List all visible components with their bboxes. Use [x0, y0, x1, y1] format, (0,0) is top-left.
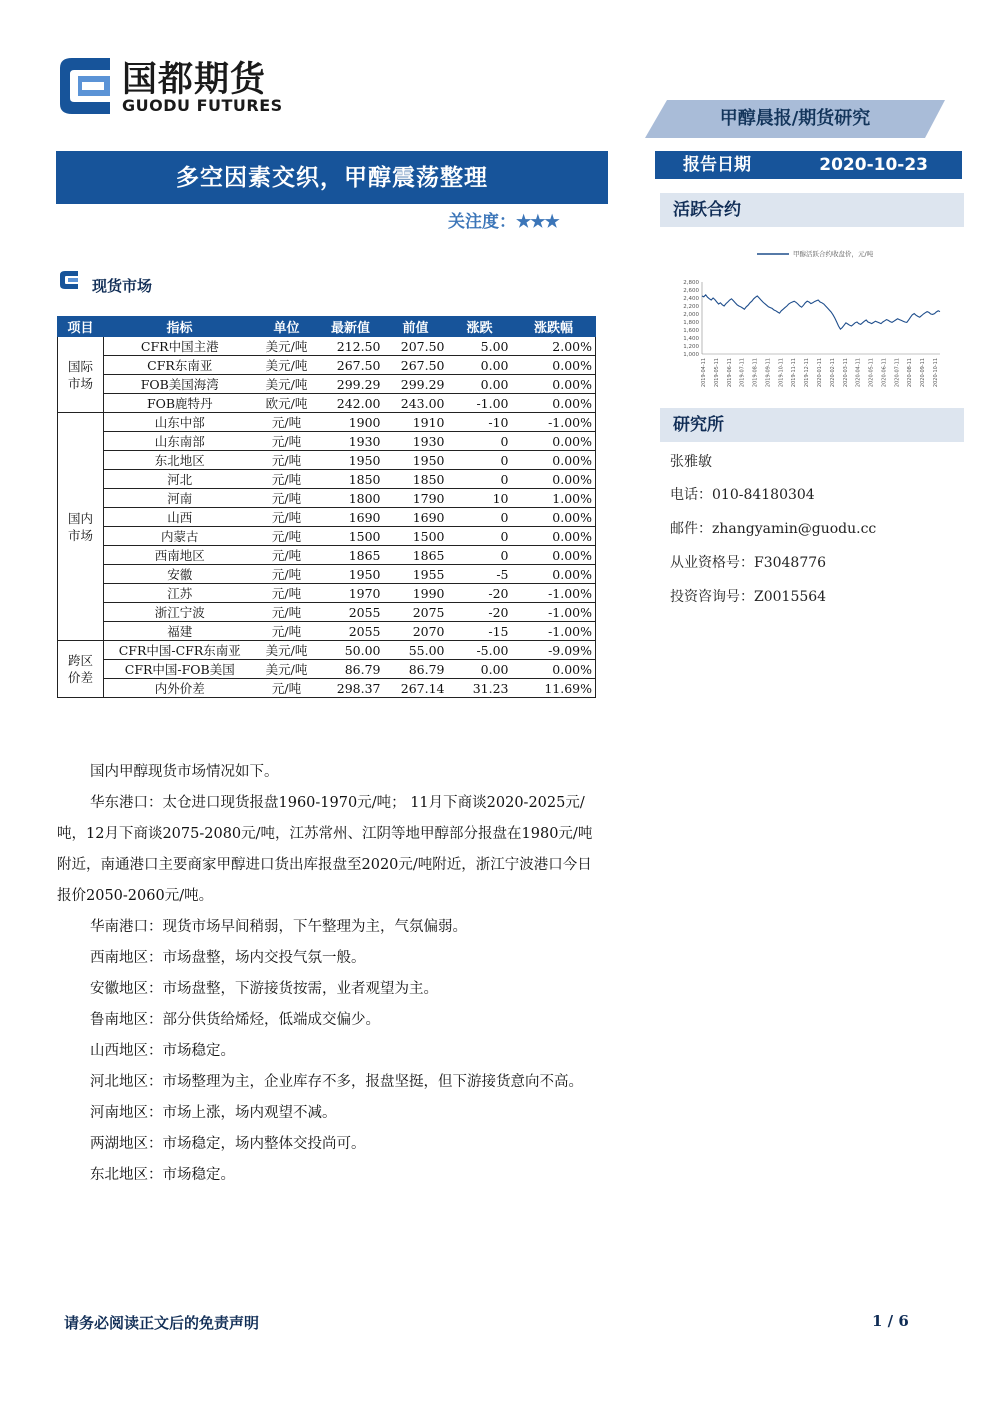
- table-cell: -1.00%: [512, 584, 596, 603]
- table-cell: 0.00: [448, 356, 512, 375]
- table-cell: 江苏: [104, 584, 256, 603]
- report-date-value: 2020-10-23: [819, 155, 928, 175]
- table-cell: 299.29: [384, 375, 448, 394]
- table-cell: 0.00%: [512, 660, 596, 679]
- table-cell: -5.00: [448, 641, 512, 660]
- legend-label: 甲醇活跃合约收盘价，元/吨: [793, 250, 874, 258]
- commentary-paragraph: 国内甲醇现货市场情况如下。: [90, 764, 279, 780]
- table-cell: 元/吨: [256, 679, 318, 698]
- table-cell: 2075: [384, 603, 448, 622]
- table-cell: 86.79: [318, 660, 384, 679]
- y-tick-label: 2,400: [683, 296, 699, 302]
- table-cell: 1930: [318, 432, 384, 451]
- table-cell: 2055: [318, 622, 384, 641]
- table-cell: 1690: [318, 508, 384, 527]
- table-cell: 10: [448, 489, 512, 508]
- table-cell: 1850: [384, 470, 448, 489]
- table-cell: CFR中国主港: [104, 337, 256, 356]
- table-cell: 1865: [384, 546, 448, 565]
- y-tick-label: 1,200: [683, 344, 699, 350]
- logo-chinese-name: 国都期货: [122, 60, 267, 100]
- commentary-paragraph: 河北地区：市场整理为主，企业库存不多，报盘坚挺，但下游接货意向不高。: [90, 1074, 583, 1090]
- table-cell: 0: [448, 508, 512, 527]
- x-tick-label: 2019-08-11: [752, 358, 759, 388]
- x-tick-label: 2019-07-11: [739, 358, 746, 388]
- col-header: 涨跌: [448, 317, 512, 337]
- y-tick-label: 2,000: [683, 312, 699, 318]
- series-line: [702, 295, 940, 329]
- commentary-paragraph: 华南港口：现货市场早间稍弱，下午整理为主，气氛偏弱。: [90, 919, 467, 935]
- commentary-paragraph: 河南地区：市场上涨，场内观望不减。: [90, 1105, 337, 1121]
- x-tick-label: 2020-02-11: [829, 358, 836, 388]
- table-row: [58, 660, 596, 679]
- table-cell: 山西: [104, 508, 256, 527]
- table-row: [58, 546, 596, 565]
- table-cell: 0.00%: [512, 508, 596, 527]
- x-tick-label: 2019-09-11: [765, 358, 772, 388]
- table-cell: -20: [448, 603, 512, 622]
- table-cell: 元/吨: [256, 546, 318, 565]
- col-header: 项目: [58, 317, 104, 337]
- table-cell: 元/吨: [256, 451, 318, 470]
- table-row: [58, 641, 596, 660]
- table-cell: -20: [448, 584, 512, 603]
- table-cell: 0.00: [448, 375, 512, 394]
- table-cell: 0.00%: [512, 527, 596, 546]
- table-row: [58, 432, 596, 451]
- group-label: 国际市场: [58, 337, 104, 413]
- page-number: 1 / 6: [872, 1312, 909, 1330]
- table-cell: 0.00%: [512, 470, 596, 489]
- logo-mark-icon: [52, 54, 114, 118]
- x-tick-label: 2019-05-11: [713, 358, 720, 388]
- table-cell: 元/吨: [256, 622, 318, 641]
- table-cell: 299.29: [318, 375, 384, 394]
- table-cell: 元/吨: [256, 584, 318, 603]
- x-tick-label: 2020-07-11: [894, 358, 901, 388]
- table-cell: 元/吨: [256, 508, 318, 527]
- table-cell: 1900: [318, 413, 384, 432]
- commentary-paragraph: 西南地区：市场盘整，场内交投气氛一般。: [90, 950, 366, 966]
- table-cell: 山东南部: [104, 432, 256, 451]
- research-heading: 研究所: [660, 408, 964, 442]
- active-contract-heading: 活跃合约: [660, 193, 964, 227]
- table-cell: 0.00%: [512, 546, 596, 565]
- table-cell: CFR中国-CFR东南亚: [104, 641, 256, 660]
- table-cell: 298.37: [318, 679, 384, 698]
- table-cell: 元/吨: [256, 432, 318, 451]
- table-cell: 美元/吨: [256, 356, 318, 375]
- market-commentary: [57, 757, 602, 1191]
- table-cell: 元/吨: [256, 565, 318, 584]
- report-date-label: 报告日期: [683, 155, 751, 175]
- table-cell: 0: [448, 432, 512, 451]
- disclaimer-notice: 请务必阅读正文后的免责声明: [64, 1314, 260, 1332]
- table-cell: 0: [448, 527, 512, 546]
- table-cell: -1.00: [448, 394, 512, 413]
- table-cell: 0: [448, 470, 512, 489]
- table-cell: 1500: [384, 527, 448, 546]
- table-cell: 内外价差: [104, 679, 256, 698]
- table-cell: 1950: [384, 451, 448, 470]
- table-cell: -9.09%: [512, 641, 596, 660]
- table-cell: 元/吨: [256, 603, 318, 622]
- commentary-paragraph: 两湖地区：市场稳定，场内整体交投尚可。: [90, 1136, 366, 1152]
- analyst-consult-number: 投资咨询号：Z0015564: [670, 589, 827, 605]
- table-cell: 50.00: [318, 641, 384, 660]
- table-cell: -1.00%: [512, 622, 596, 641]
- table-row: [58, 527, 596, 546]
- table-cell: FOB鹿特丹: [104, 394, 256, 413]
- table-cell: 0: [448, 451, 512, 470]
- table-cell: 1865: [318, 546, 384, 565]
- analyst-email: 邮件：zhangyamin@guodu.cc: [670, 521, 877, 537]
- table-cell: 美元/吨: [256, 337, 318, 356]
- analyst-phone: 电话：010-84180304: [670, 487, 815, 503]
- table-cell: 1690: [384, 508, 448, 527]
- col-header: 指标: [104, 317, 256, 337]
- x-tick-label: 2020-06-11: [881, 358, 888, 388]
- table-cell: 福建: [104, 622, 256, 641]
- table-cell: -15: [448, 622, 512, 641]
- table-cell: 元/吨: [256, 413, 318, 432]
- table-cell: 11.69%: [512, 679, 596, 698]
- table-row: [58, 489, 596, 508]
- table-row: [58, 375, 596, 394]
- table-cell: 1790: [384, 489, 448, 508]
- table-cell: 0.00%: [512, 375, 596, 394]
- table-cell: 0.00: [448, 660, 512, 679]
- x-tick-label: 2019-06-11: [726, 358, 733, 388]
- table-cell: -1.00%: [512, 603, 596, 622]
- x-tick-label: 2020-04-11: [855, 358, 862, 388]
- x-tick-label: 2020-05-11: [868, 358, 875, 388]
- section-logo-icon: [58, 270, 80, 290]
- table-cell: 212.50: [318, 337, 384, 356]
- x-tick-label: 2019-04-11: [701, 358, 707, 388]
- y-tick-label: 2,800: [683, 280, 699, 286]
- y-tick-label: 1,000: [683, 352, 699, 358]
- table-cell: 山东中部: [104, 413, 256, 432]
- table-row: [58, 394, 596, 413]
- table-cell: CFR中国-FOB美国: [104, 660, 256, 679]
- x-tick-label: 2019-12-11: [804, 358, 811, 388]
- table-cell: 1800: [318, 489, 384, 508]
- commentary-paragraph: 东北地区：市场稳定。: [90, 1167, 235, 1183]
- y-tick-label: 1,800: [683, 320, 699, 326]
- table-cell: 元/吨: [256, 527, 318, 546]
- col-header: 单位: [256, 317, 318, 337]
- table-cell: 1850: [318, 470, 384, 489]
- table-row: [58, 451, 596, 470]
- table-row: [58, 470, 596, 489]
- table-cell: 0.00%: [512, 565, 596, 584]
- focus-stars: ★★★: [516, 212, 559, 232]
- table-cell: 1500: [318, 527, 384, 546]
- commentary-paragraph: 安徽地区：市场盘整，下游接货按需，业者观望为主。: [90, 981, 438, 997]
- table-cell: 2055: [318, 603, 384, 622]
- table-cell: 1.00%: [512, 489, 596, 508]
- table-cell: 河北: [104, 470, 256, 489]
- report-type-label: 甲醇晨报/期货研究: [719, 108, 871, 129]
- table-cell: 267.50: [384, 356, 448, 375]
- y-tick-label: 2,600: [683, 288, 699, 294]
- active-contract-chart: [672, 240, 952, 390]
- table-cell: 1950: [318, 565, 384, 584]
- table-cell: 5.00: [448, 337, 512, 356]
- table-cell: 2.00%: [512, 337, 596, 356]
- table-cell: 267.14: [384, 679, 448, 698]
- table-cell: 267.50: [318, 356, 384, 375]
- x-tick-label: 2020-09-11: [920, 358, 927, 388]
- table-cell: 美元/吨: [256, 641, 318, 660]
- focus-label: 关注度：: [448, 212, 516, 232]
- table-cell: 207.50: [384, 337, 448, 356]
- group-label: 跨区价差: [58, 641, 104, 698]
- section-title-spot-market: 现货市场: [92, 277, 153, 295]
- table-cell: 美元/吨: [256, 660, 318, 679]
- group-label: 国内市场: [58, 413, 104, 641]
- table-cell: CFR东南亚: [104, 356, 256, 375]
- table-cell: 浙江宁波: [104, 603, 256, 622]
- table-cell: 2070: [384, 622, 448, 641]
- table-cell: 元/吨: [256, 489, 318, 508]
- table-row: [58, 413, 596, 432]
- table-cell: 1950: [318, 451, 384, 470]
- x-tick-label: 2020-08-11: [907, 358, 914, 388]
- table-row: [58, 603, 596, 622]
- table-cell: 元/吨: [256, 470, 318, 489]
- table-cell: 1970: [318, 584, 384, 603]
- table-row: [58, 679, 596, 698]
- table-cell: -1.00%: [512, 413, 596, 432]
- col-header: 最新值: [318, 317, 384, 337]
- table-cell: 1910: [384, 413, 448, 432]
- analyst-name: 张雅敏: [670, 454, 712, 470]
- title-bar: [56, 151, 608, 204]
- col-header: 涨跌幅: [512, 317, 596, 337]
- table-cell: 1930: [384, 432, 448, 451]
- x-tick-label: 2019-10-11: [778, 358, 785, 388]
- table-cell: 86.79: [384, 660, 448, 679]
- x-tick-label: 2020-01-11: [817, 358, 823, 388]
- table-cell: FOB美国海湾: [104, 375, 256, 394]
- table-cell: 1955: [384, 565, 448, 584]
- page-title: 多空因素交织，甲醇震荡整理: [176, 164, 488, 191]
- company-logo: [52, 52, 292, 120]
- table-row: [58, 584, 596, 603]
- table-cell: 31.23: [448, 679, 512, 698]
- table-row: [58, 356, 596, 375]
- commentary-paragraph: 华东港口：太仓进口现货报盘1960-1970元/吨； 11月下商谈2020-2025元/吨，12月下商谈2075-2080元/吨，江苏常州、江阴等地甲醇部分报盘在1980元/吨附近，南通港口主要商家甲醇进口货出库报盘至2020元/吨附近，浙江宁波港口今日报价2050-2060元/吨。: [57, 795, 593, 904]
- spot-price-table: [57, 316, 596, 698]
- x-tick-label: 2020-03-11: [842, 358, 849, 388]
- x-tick-label: 2020-10-11: [933, 358, 939, 388]
- table-row: [58, 337, 596, 356]
- table-cell: 55.00: [384, 641, 448, 660]
- table-header-row: [58, 317, 596, 337]
- table-cell: 西南地区: [104, 546, 256, 565]
- focus-rating: [448, 207, 559, 232]
- table-cell: 0.00%: [512, 451, 596, 470]
- table-cell: 0.00%: [512, 432, 596, 451]
- table-cell: 0.00%: [512, 356, 596, 375]
- table-cell: 安徽: [104, 565, 256, 584]
- commentary-paragraph: 鲁南地区：部分供货给烯烃，低端成交偏少。: [90, 1012, 380, 1028]
- table-cell: 河南: [104, 489, 256, 508]
- table-cell: 欧元/吨: [256, 394, 318, 413]
- table-cell: -5: [448, 565, 512, 584]
- table-row: [58, 508, 596, 527]
- table-cell: 242.00: [318, 394, 384, 413]
- report-date-bar: [655, 151, 962, 179]
- table-cell: 1990: [384, 584, 448, 603]
- report-type-banner: [645, 100, 945, 138]
- table-cell: 内蒙古: [104, 527, 256, 546]
- x-tick-label: 2019-11-11: [791, 358, 798, 388]
- commentary-paragraph: 山西地区：市场稳定。: [90, 1043, 235, 1059]
- table-cell: -10: [448, 413, 512, 432]
- y-tick-label: 2,200: [683, 304, 699, 310]
- table-row: [58, 622, 596, 641]
- table-cell: 东北地区: [104, 451, 256, 470]
- table-cell: 0: [448, 546, 512, 565]
- y-tick-label: 1,600: [683, 328, 699, 334]
- table-cell: 0.00%: [512, 394, 596, 413]
- table-cell: 243.00: [384, 394, 448, 413]
- analyst-license: 从业资格号：F3048776: [670, 555, 827, 571]
- table-row: [58, 565, 596, 584]
- table-cell: 美元/吨: [256, 375, 318, 394]
- col-header: 前值: [384, 317, 448, 337]
- logo-english-name: GUODU FUTURES: [122, 96, 283, 115]
- y-tick-label: 1,400: [683, 336, 699, 342]
